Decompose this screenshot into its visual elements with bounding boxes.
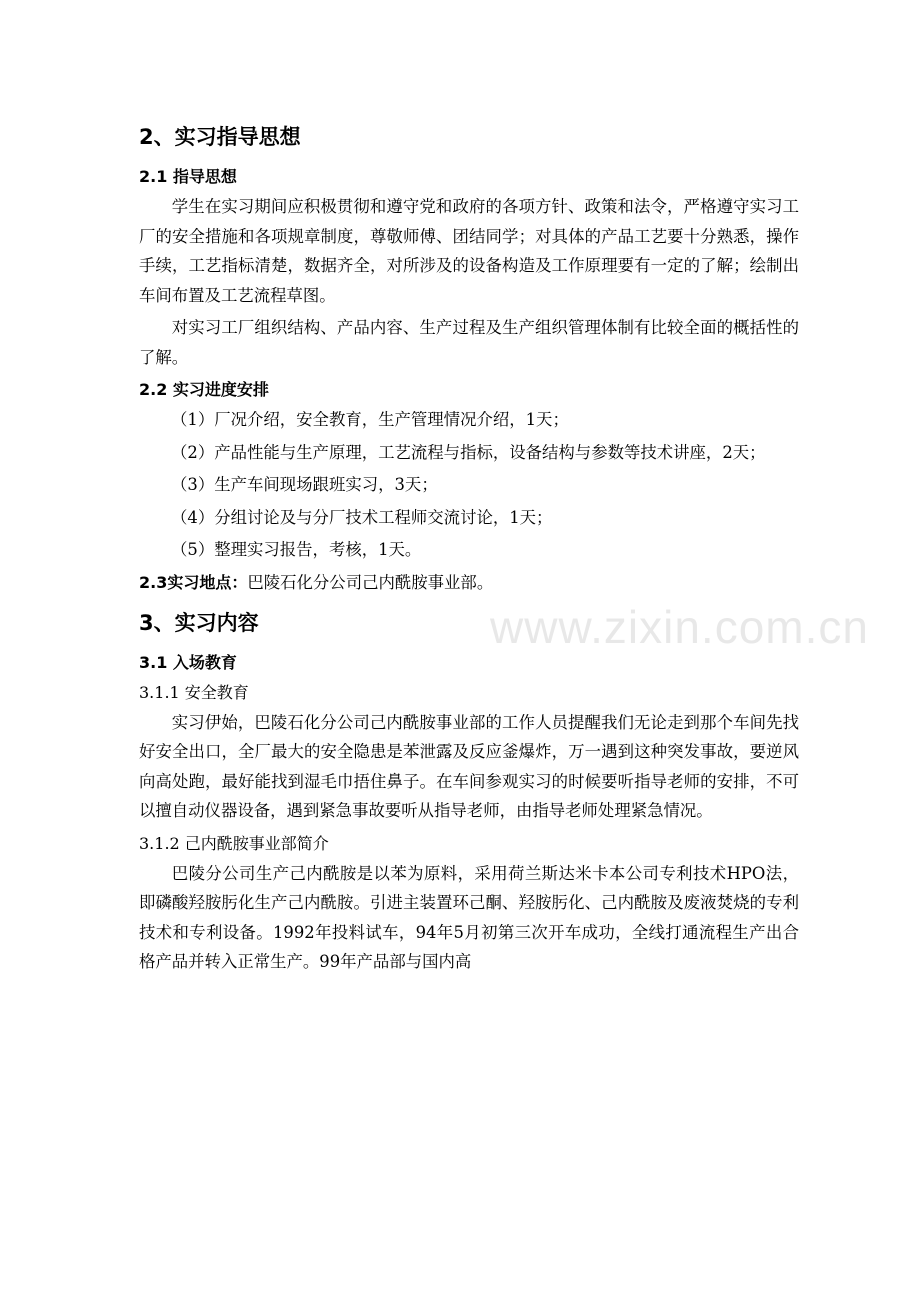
schedule-item-4: （4）分组讨论及与分厂技术工程师交流讨论，1天； bbox=[171, 507, 553, 527]
schedule-item-5: （5）整理实习报告，考核，1天。 bbox=[171, 540, 422, 559]
document-page bbox=[139, 118, 799, 980]
section-2-3-location bbox=[139, 568, 799, 598]
section-3-1-1-heading: 3.1.1 安全教育 bbox=[139, 682, 249, 702]
location-label: 2.3实习地点： bbox=[139, 572, 248, 592]
section-2-1-paragraph-1: 学生在实习期间应积极贯彻和遵守党和政府的各项方针、政策和法令，严格遵守实习工厂的安全措施和各项规章制度，尊敬师傅、团结同学；对具体的产品工艺要十分熟悉，操作手续，工艺指标清楚，数据齐全，对所涉及的设备构造及工作原理要有一定的了解；绘制出车间布置及工艺流程草图。 bbox=[139, 197, 799, 305]
schedule-item-3: （3）生产车间现场跟班实习，3天； bbox=[171, 475, 438, 494]
schedule-item-1: （1）厂况介绍，安全教育，生产管理情况介绍，1天； bbox=[171, 410, 569, 429]
section-3-1-heading: 3.1 入场教育 bbox=[139, 652, 237, 672]
section-3-1-1-paragraph: 实习伊始，巴陵石化分公司己内酰胺事业部的工作人员提醒我们无论走到那个车间先找好安全出口，全厂最大的安全隐患是苯泄露及反应釜爆炸，万一遇到这种突发事故，要逆风向高处跑，最好能找到湿毛巾捂住鼻子。在车间参观实习的时候要听指导老师的安排，不可以擅自动仪器设备，遇到紧急事故要听从指导老师，由指导老师处理紧急情况。 bbox=[139, 712, 799, 820]
section-2-1-heading: 2.1 指导思想 bbox=[139, 167, 237, 186]
section-3-1-2-heading: 3.1.2 己内酰胺事业部简介 bbox=[139, 833, 329, 853]
location-text: 巴陵石化分公司己内酰胺事业部。 bbox=[247, 572, 494, 592]
watermark: www.zixin.com.cn bbox=[490, 601, 869, 653]
section-2-1-paragraph-2: 对实习工厂组织结构、产品内容、生产过程及生产组织管理体制有比较全面的概括性的了解。 bbox=[139, 318, 799, 367]
section-2-2-heading: 2.2 实习进度安排 bbox=[139, 380, 269, 399]
section-3-1-2-paragraph: 巴陵分公司生产己内酰胺是以苯为原料，采用荷兰斯达米卡本公司专利技术HPO法，即磷酸羟胺肟化生产己内酰胺。引进主装置环己酮、羟胺肟化、己内酰胺及废液焚烧的专利技术和专利设备。1992年投料试车，94年5月初第三次开车成功，全线打通流程生产出合格产品并转入正常生产。99年产品部与国内高 bbox=[139, 863, 799, 971]
section-3-heading: 3、实习内容 bbox=[139, 610, 259, 635]
schedule-item-2: （2）产品性能与生产原理，工艺流程与指标，设备结构与参数等技术讲座，2天； bbox=[171, 442, 766, 462]
section-2-heading: 2、实习指导思想 bbox=[139, 125, 301, 149]
